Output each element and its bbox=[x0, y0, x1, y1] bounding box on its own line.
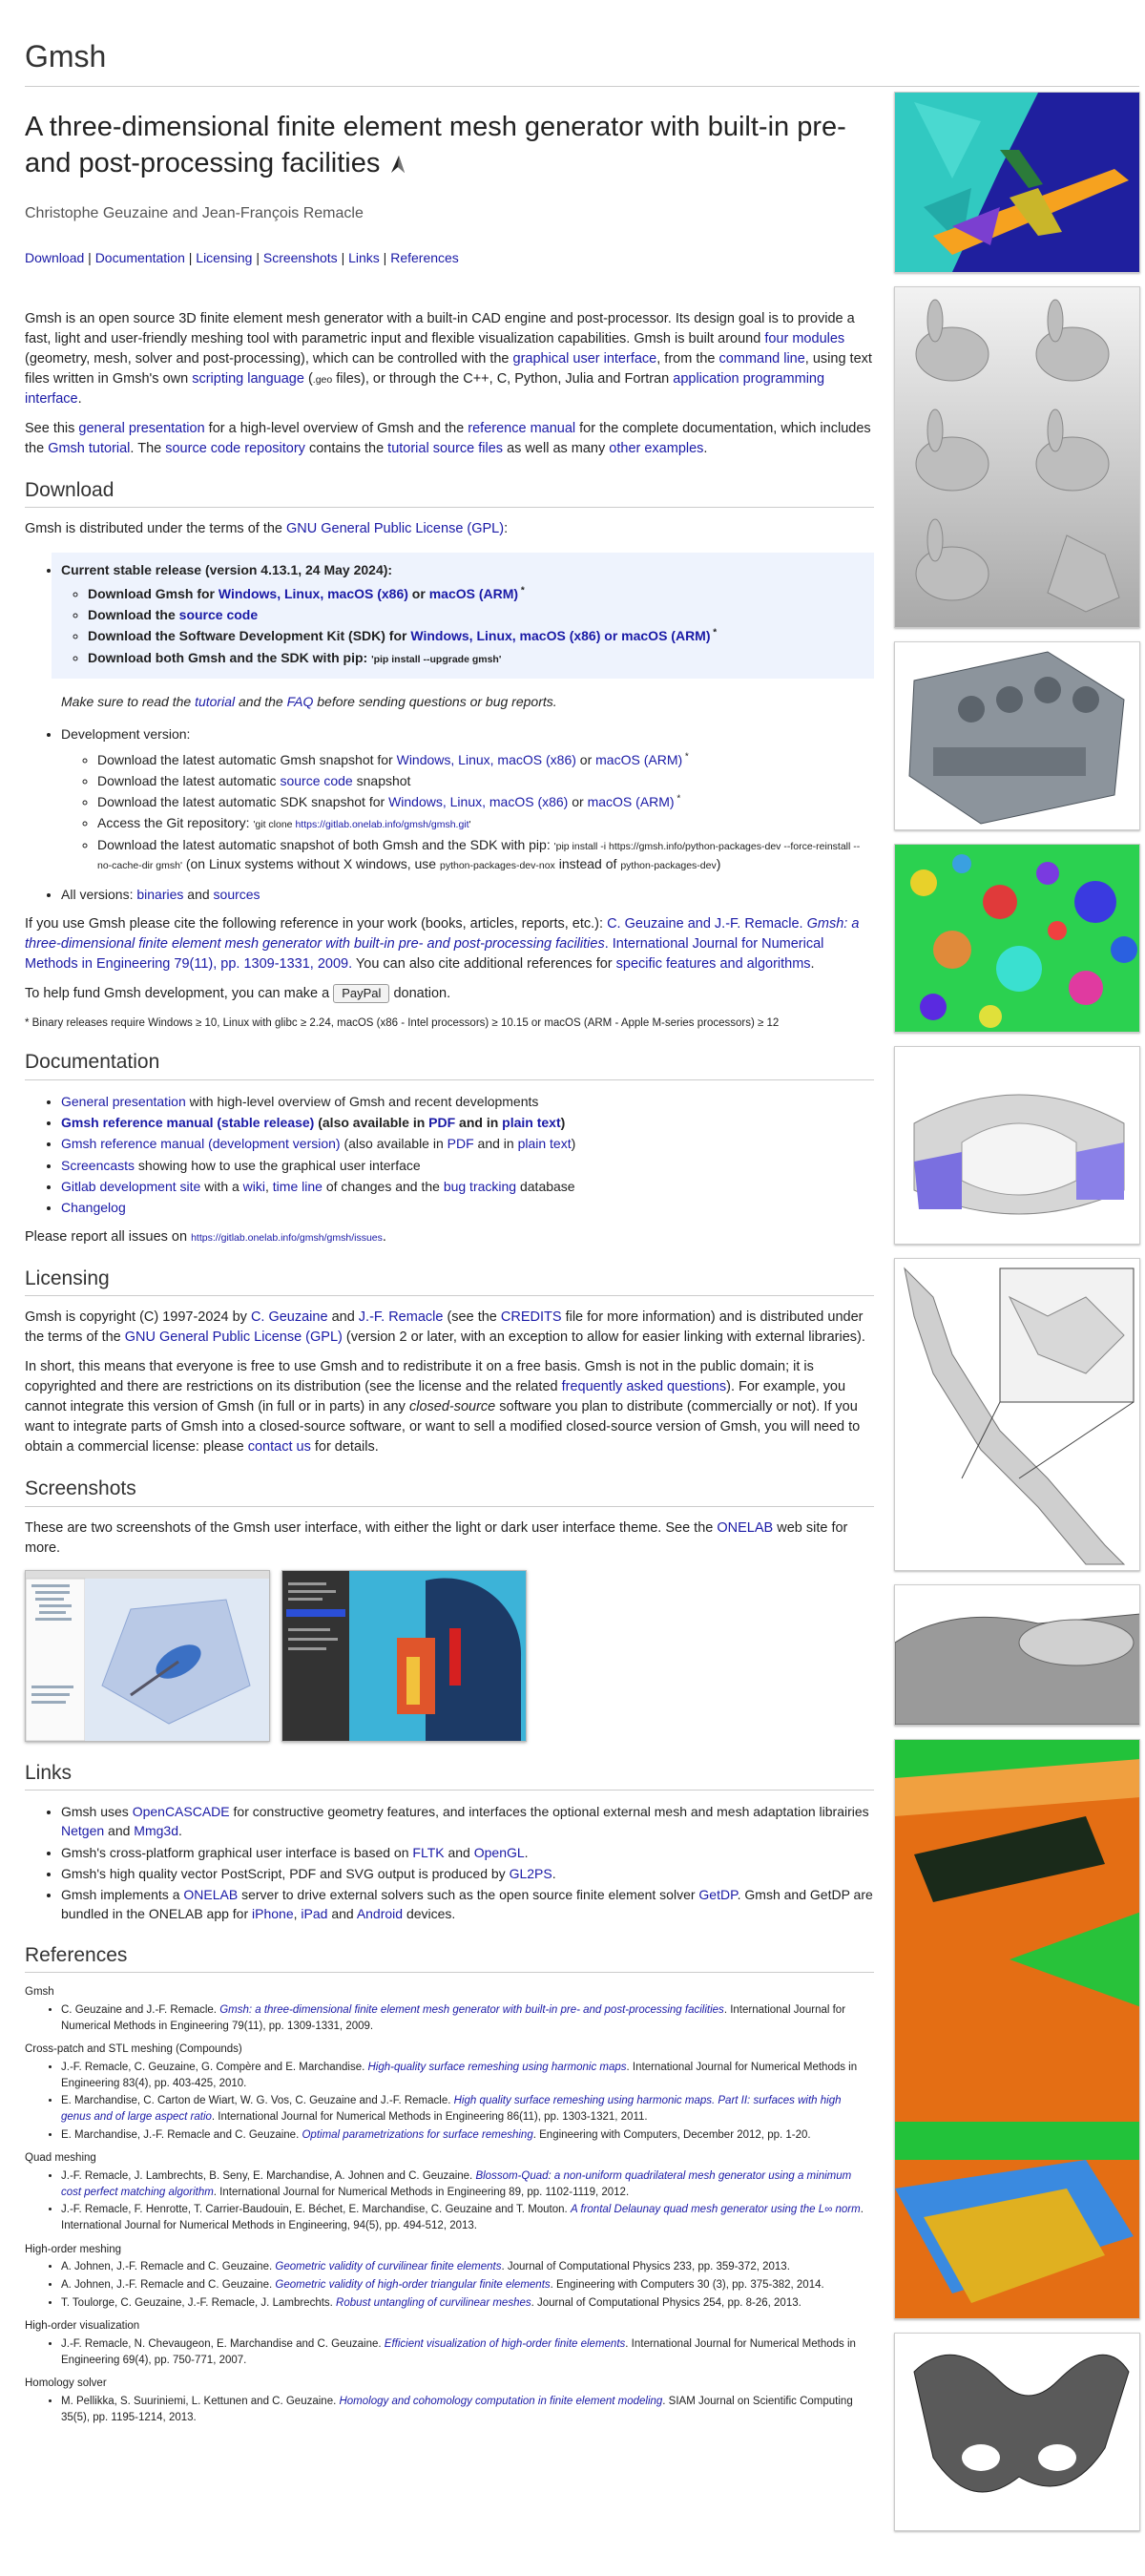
text: Download the latest automatic Gmsh snapshot for bbox=[97, 751, 397, 767]
reference-item bbox=[61, 2202, 874, 2233]
link[interactable]: graphical user interface bbox=[512, 350, 657, 367]
reference-items bbox=[25, 2168, 874, 2234]
link[interactable]: Netgen bbox=[61, 1823, 105, 1839]
text: J.-F. Remacle, N. Chevaugeon, E. Marchandise and C. Geuzaine. bbox=[61, 2337, 385, 2350]
list-item bbox=[97, 771, 874, 790]
text: Gmsh uses bbox=[61, 1804, 133, 1819]
link[interactable]: PDF bbox=[447, 1136, 474, 1152]
screenshots-heading: Screenshots bbox=[25, 1475, 874, 1506]
text: (on Linux systems without X windows, use bbox=[181, 855, 440, 871]
link[interactable]: reference manual bbox=[468, 420, 576, 436]
text: 'pip install --upgrade gmsh' bbox=[371, 653, 502, 665]
intro-docs-paragraph bbox=[25, 419, 874, 459]
text: . Engineering with Computers, December 2012, pp. 1-20. bbox=[532, 2128, 811, 2141]
link[interactable]: CREDITS bbox=[500, 1309, 562, 1325]
text: , using text files written in Gmsh's own bbox=[25, 350, 872, 387]
text: and bbox=[444, 1844, 474, 1860]
reference-item bbox=[61, 2002, 874, 2034]
text: Download the latest automatic SDK snapshot for bbox=[97, 794, 389, 810]
licensing-paragraph bbox=[25, 1308, 874, 1348]
text: C. Geuzaine and J.-F. Remacle. bbox=[61, 2003, 220, 2016]
text: with a bbox=[200, 1178, 243, 1194]
gmsh-logo-icon bbox=[387, 154, 408, 175]
text: python-packages-dev-nox bbox=[439, 859, 555, 871]
link[interactable]: ONELAB bbox=[183, 1887, 239, 1903]
reference-item bbox=[61, 2336, 874, 2368]
text: contains the bbox=[304, 440, 388, 456]
nav-separator: | bbox=[379, 249, 391, 265]
link[interactable]: C. Geuzaine and J.-F. Remacle. bbox=[607, 915, 807, 932]
screenshot-dark-theme[interactable] bbox=[281, 1570, 527, 1742]
documentation-list bbox=[25, 1092, 874, 1218]
text: . bbox=[524, 1844, 529, 1860]
text: . SIAM Journal on Scientific Computing 35(5), pp. 1195-1214, 2013. bbox=[61, 2396, 853, 2423]
link[interactable]: time line bbox=[272, 1178, 323, 1194]
link[interactable]: iPhone bbox=[252, 1906, 294, 1922]
list-item bbox=[61, 1843, 874, 1862]
list-item bbox=[61, 1885, 874, 1924]
text: Download the latest automatic bbox=[97, 772, 281, 788]
text: ) bbox=[571, 1136, 576, 1152]
text: These are two screenshots of the Gmsh user interface, with either the light or dark user interface theme. See the bbox=[25, 1519, 718, 1536]
link[interactable]: specific features and algorithms bbox=[615, 955, 811, 972]
text: . Journal of Computational Physics 254, pp. 8-26, 2013. bbox=[531, 2296, 802, 2309]
text: 'git clone bbox=[253, 819, 296, 831]
text: If you use Gmsh please cite the following reference in your work (books, articles, reports, etc.): bbox=[25, 915, 608, 932]
reference-items bbox=[25, 2394, 874, 2425]
nav-separator: | bbox=[84, 249, 95, 265]
text: and bbox=[327, 1906, 357, 1922]
orange-volume-mesh-image[interactable] bbox=[894, 1739, 1140, 2319]
reference-category: High-order visualization bbox=[25, 2320, 140, 2333]
link[interactable]: iPad bbox=[301, 1906, 328, 1922]
reference-item bbox=[61, 2093, 874, 2125]
text: and in bbox=[455, 1115, 503, 1131]
text: . bbox=[177, 1823, 182, 1839]
text: You can also cite additional references for bbox=[352, 955, 616, 972]
text: ) bbox=[560, 1115, 566, 1131]
list-item bbox=[88, 584, 864, 603]
link[interactable]: PDF bbox=[428, 1115, 456, 1131]
nav-link-download[interactable]: Download bbox=[25, 249, 85, 265]
site-title: Gmsh bbox=[25, 34, 1139, 87]
text: (geometry, mesh, solver and post-processing), which can be controlled with the bbox=[25, 350, 513, 367]
text: A. Johnen, J.-F. Remacle and C. Geuzaine. bbox=[61, 2261, 276, 2273]
text: . International Journal for Numerical Methods in Engineering 86(11), pp. 1303-1321, 2011. bbox=[211, 2110, 648, 2123]
list-item bbox=[61, 1092, 874, 1111]
text: of changes and the bbox=[322, 1178, 444, 1194]
text: Download both Gmsh and the SDK with pip: bbox=[88, 649, 372, 665]
reference-item bbox=[61, 2168, 874, 2200]
text: ). For example, you cannot integrate this version of Gmsh (in full or in parts) in any bbox=[25, 1379, 846, 1415]
link[interactable]: command line bbox=[718, 350, 805, 367]
link[interactable]: Homology and cohomology computation in finite element modeling bbox=[339, 2396, 663, 2407]
reference-item bbox=[61, 2127, 874, 2144]
link[interactable]: ONELAB bbox=[717, 1519, 774, 1536]
text: * bbox=[710, 627, 718, 639]
text: software you plan to distribute (commercially or not). If you want to integrate parts of Gmsh into a closed-source software, or want to sell a modified closed-source version of Gmsh, you will need to obtain a commercial license: please bbox=[25, 1399, 861, 1456]
text: T. Toulorge, C. Geuzaine, J.-F. Remacle, J. Lambrechts. bbox=[61, 2296, 337, 2309]
text: file for more information) and is distributed under the terms of the bbox=[25, 1309, 864, 1345]
link[interactable]: GL2PS bbox=[509, 1865, 552, 1881]
license-intro bbox=[25, 519, 874, 539]
link[interactable]: general presentation bbox=[78, 420, 205, 436]
link[interactable]: GetDP bbox=[698, 1887, 738, 1903]
link[interactable]: scripting language bbox=[192, 370, 304, 387]
list-item bbox=[61, 1802, 874, 1841]
list-item bbox=[61, 1113, 874, 1132]
stable-release-links bbox=[61, 584, 864, 667]
stable-release-item bbox=[61, 553, 874, 711]
text: . bbox=[77, 390, 82, 407]
text: , bbox=[265, 1178, 273, 1194]
text: and bbox=[104, 1823, 135, 1839]
link[interactable]: Gmsh tutorial bbox=[48, 440, 131, 456]
list-item bbox=[88, 648, 864, 667]
list-item bbox=[61, 1156, 874, 1175]
text: ' bbox=[468, 819, 471, 831]
authors: Christophe Geuzaine and Jean-François Remacle bbox=[25, 205, 364, 222]
references-list bbox=[25, 1984, 874, 2425]
list-item bbox=[88, 605, 864, 624]
text: In short, this means that everyone is free to use Gmsh and to redistribute it on a free basis. Gmsh is not in the public domain; it is copyrighted and there are restrictions on its distribution (see the license and the related bbox=[25, 1359, 814, 1395]
link[interactable]: four modules bbox=[764, 330, 845, 346]
reference-category: High-order meshing bbox=[25, 2243, 121, 2255]
text: . International Journal for Numerical Methods in Engineering 83(4), pp. 403-425, 2010. bbox=[61, 2061, 858, 2089]
reference-category: Quad meshing bbox=[25, 2152, 96, 2165]
text: Gmsh is copyright (C) 1997-2024 by bbox=[25, 1309, 251, 1325]
text: (also available in bbox=[340, 1136, 448, 1152]
nav-separator: | bbox=[252, 249, 263, 265]
text: * bbox=[674, 793, 681, 805]
text: for constructive geometry features, and interfaces the optional external mesh and mesh adaptation librairies bbox=[229, 1804, 869, 1819]
reference-category: Gmsh bbox=[25, 1986, 54, 1999]
text: E. Marchandise, J.-F. Remacle and C. Geuzaine. bbox=[61, 2128, 302, 2141]
text: and in bbox=[473, 1136, 518, 1152]
link[interactable]: source code bbox=[280, 772, 353, 788]
dev-version-item bbox=[61, 724, 874, 873]
dev-version-title: Development version: bbox=[61, 726, 191, 743]
text: for details. bbox=[310, 1439, 379, 1456]
text: or bbox=[568, 794, 588, 810]
link[interactable]: Changelog bbox=[61, 1200, 126, 1216]
link[interactable]: bug tracking bbox=[443, 1178, 517, 1194]
text: Gmsh's cross-platform graphical user interface is based on bbox=[61, 1844, 413, 1860]
link[interactable]: other examples bbox=[609, 440, 704, 456]
text: Access the Git repository: bbox=[97, 815, 254, 831]
text: and the bbox=[235, 693, 287, 709]
vehicle-surface-mesh-image[interactable] bbox=[894, 1584, 1140, 1726]
read-tutorial-note bbox=[61, 692, 874, 711]
link[interactable]: Android bbox=[356, 1906, 404, 1922]
text: , bbox=[293, 1906, 302, 1922]
text: devices. bbox=[403, 1906, 456, 1922]
screenshots-paragraph bbox=[25, 1518, 874, 1559]
text: closed-source bbox=[408, 1399, 496, 1415]
text: Gmsh implements a bbox=[61, 1887, 184, 1903]
text: J.-F. Remacle, J. Lambrechts, B. Seny, E. Marchandise, A. Johnen and C. Geuzaine. bbox=[61, 2169, 476, 2182]
text: Gmsh's high quality vector PostScript, PDF and SVG output is produced by bbox=[61, 1865, 510, 1881]
text: for the complete documentation, which includes the bbox=[25, 420, 871, 456]
text: . International Journal for Numerical Methods in Engineering 89, pp. 1102-1119, 2012. bbox=[213, 2186, 630, 2198]
link[interactable]: General presentation bbox=[61, 1093, 186, 1109]
main-content bbox=[25, 100, 874, 2431]
list-item bbox=[61, 1864, 874, 1883]
link[interactable]: Geometric validity of curvilinear finite elements bbox=[275, 2261, 502, 2273]
link[interactable]: Windows, Linux, macOS (x86) bbox=[388, 794, 569, 810]
nav-link-documentation[interactable]: Documentation bbox=[94, 249, 185, 265]
nav-separator: | bbox=[337, 249, 349, 265]
text: M. Pellikka, S. Suuriniemi, L. Kettunen and C. Geuzaine. bbox=[61, 2396, 340, 2407]
pelvis-mesh-image[interactable] bbox=[894, 2333, 1140, 2531]
link[interactable]: Windows, Linux, macOS (x86) bbox=[218, 585, 408, 601]
text: server to drive external solvers such as the open source finite element solver bbox=[238, 1887, 699, 1903]
link[interactable]: Mmg3d bbox=[134, 1823, 178, 1839]
link[interactable]: OpenCASCADE bbox=[132, 1804, 230, 1819]
stable-release-box bbox=[52, 553, 874, 678]
link[interactable]: Gmsh reference manual (stable release) bbox=[61, 1115, 315, 1131]
list-item bbox=[61, 1177, 874, 1196]
text: snapshot bbox=[352, 772, 411, 788]
text: ) bbox=[716, 855, 721, 871]
link[interactable]: Windows, Linux, macOS (x86) bbox=[396, 751, 576, 767]
dev-version-links bbox=[61, 750, 874, 874]
text: . International Journal for Numerical Methods in Engineering 79(11), pp. 1309-1331, 2009. bbox=[61, 2003, 846, 2032]
text: A. Johnen, J.-F. Remacle and C. Geuzaine. bbox=[61, 2278, 276, 2291]
reference-item bbox=[61, 2277, 874, 2293]
licensing-heading: Licensing bbox=[25, 1265, 874, 1296]
text: Download Gmsh for bbox=[88, 585, 219, 601]
stable-release-title: Current stable release (version 4.13.1, 24 May 2024): bbox=[61, 562, 393, 578]
text: J.-F. Remacle, F. Henrotte, T. Carrier-Baudouin, E. Béchet, E. Marchandise, C. Geuzaine and T. Mouton. bbox=[61, 2204, 571, 2216]
all-versions-item bbox=[61, 885, 874, 904]
link[interactable]: FAQ bbox=[286, 693, 314, 709]
text: and bbox=[327, 1309, 359, 1325]
reference-item bbox=[61, 2060, 874, 2091]
reference-items bbox=[25, 2002, 874, 2034]
text: . bbox=[552, 1865, 556, 1881]
list-item bbox=[97, 813, 874, 832]
link[interactable]: Gmsh: a three-dimensional finite element mesh generator with built-in pre- and post-processing facilities bbox=[25, 915, 860, 952]
text: database bbox=[516, 1178, 575, 1194]
list-item bbox=[97, 750, 874, 769]
text: Download the Software Development Kit (SDK) for bbox=[88, 628, 411, 644]
text: (version 2 or later, with an exception to allow for easier linking with external libraries). bbox=[342, 1330, 865, 1345]
nav-link-screenshots[interactable]: Screenshots bbox=[262, 249, 338, 265]
link[interactable]: macOS (ARM) bbox=[595, 751, 683, 767]
intro-paragraph bbox=[25, 309, 874, 409]
link[interactable]: Screencasts bbox=[61, 1157, 135, 1173]
link[interactable]: sources bbox=[213, 887, 260, 903]
citation-paragraph bbox=[25, 914, 874, 974]
text: Download the bbox=[88, 607, 179, 623]
text: . bbox=[382, 1228, 386, 1245]
link[interactable]: plain text bbox=[502, 1115, 561, 1131]
paypal-button[interactable]: PayPal bbox=[333, 984, 389, 1004]
reference-items bbox=[25, 2336, 874, 2368]
nav-separator: | bbox=[184, 249, 197, 265]
text: Please report all issues on bbox=[25, 1228, 192, 1245]
bunny-meshes-image[interactable] bbox=[894, 286, 1140, 628]
text: files), or through the C++, C, Python, Julia and Fortran bbox=[332, 370, 674, 387]
text: All versions: bbox=[61, 887, 137, 903]
link[interactable]: Blossom-Quad: a non-uniform quadrilateral mesh generator using a minimum cost perfect matching algorithm bbox=[61, 2169, 852, 2198]
binary-footnote: * Binary releases require Windows ≥ 10, Linux with glibc ≥ 2.24, macOS (x86 - Intel processors) ≥ 10.15 or macOS (ARM - Apple M-series processors) ≥ 12 bbox=[25, 1016, 780, 1029]
link[interactable]: plain text bbox=[517, 1136, 572, 1152]
text: web site for more. bbox=[25, 1519, 848, 1556]
text: or bbox=[407, 585, 429, 601]
text: 'pip install -i https://gmsh.info/python-packages-dev --force-reinstall --no-cache-dir gmsh' bbox=[97, 840, 861, 871]
text: (also available in bbox=[314, 1115, 429, 1131]
text: . Gmsh and GetDP are bundled in the ONELAB app for bbox=[61, 1887, 873, 1922]
text: , from the bbox=[656, 350, 719, 367]
screenshot-gallery bbox=[25, 1570, 874, 1742]
report-issues bbox=[25, 1227, 874, 1247]
link[interactable]: A frontal Delaunay quad mesh generator using the L∞ norm bbox=[570, 2204, 861, 2216]
link[interactable]: Windows, Linux, macOS (x86) or macOS (ARM) bbox=[410, 628, 711, 644]
link[interactable]: GNU General Public License (GPL) bbox=[124, 1330, 343, 1345]
text: * bbox=[682, 750, 689, 762]
text: : bbox=[504, 521, 509, 537]
link[interactable]: J.-F. Remacle bbox=[358, 1309, 444, 1325]
spheres-image[interactable] bbox=[894, 844, 1140, 1033]
text: instead of bbox=[554, 855, 621, 871]
download-heading: Download bbox=[25, 476, 874, 508]
reference-item bbox=[61, 2394, 874, 2425]
link[interactable]: contact us bbox=[247, 1439, 311, 1456]
link[interactable]: GNU General Public License (GPL) bbox=[286, 521, 505, 537]
link[interactable]: wiki bbox=[242, 1178, 266, 1194]
nav-link-licensing[interactable]: Licensing bbox=[196, 249, 253, 265]
list-item bbox=[61, 1134, 874, 1153]
text: as well as many bbox=[503, 440, 610, 456]
licensing-details bbox=[25, 1357, 874, 1457]
screenshot-light-theme[interactable] bbox=[25, 1570, 270, 1742]
section-nav bbox=[25, 248, 874, 267]
reference-item bbox=[61, 2295, 874, 2312]
text: .geo bbox=[312, 373, 333, 386]
link[interactable]: . International Journal for Numerical Methods in Engineering 79(11), pp. 1309-1331, 2009. bbox=[25, 935, 824, 972]
text: (see the bbox=[443, 1309, 501, 1325]
text: for a high-level overview of Gmsh and the bbox=[204, 420, 468, 436]
link[interactable]: source code bbox=[178, 607, 259, 623]
list-item bbox=[97, 835, 874, 874]
link[interactable]: tutorial source files bbox=[387, 440, 504, 456]
reference-category: Cross-patch and STL meshing (Compounds) bbox=[25, 2043, 242, 2056]
page-headline: A three-dimensional finite element mesh generator with built-in pre- and post-processing facilities bbox=[25, 112, 846, 178]
link[interactable]: https://gitlab.onelab.info/gmsh/gmsh.git bbox=[295, 819, 469, 831]
reference-items bbox=[25, 2259, 874, 2311]
nav-link-links[interactable]: Links bbox=[348, 249, 380, 265]
link[interactable]: source code repository bbox=[165, 440, 305, 456]
text: . Journal of Computational Physics 233, pp. 359-372, 2013. bbox=[501, 2261, 790, 2273]
link[interactable]: High quality surface remeshing using harmonic maps. Part II: surfaces with high genus and of large aspect ratio bbox=[61, 2095, 842, 2123]
list-item bbox=[88, 626, 864, 645]
text: showing how to use the graphical user interface bbox=[135, 1157, 421, 1173]
references-heading: References bbox=[25, 1941, 874, 1973]
link[interactable]: macOS (ARM) bbox=[428, 585, 519, 601]
text: . The bbox=[130, 440, 166, 456]
link[interactable]: Robust untangling of curvilinear meshes bbox=[336, 2296, 531, 2309]
text: . bbox=[810, 955, 815, 972]
text: . International Journal for Numerical Methods in Engineering 69(4), pp. 750-771, 2007. bbox=[61, 2337, 856, 2366]
list-item bbox=[61, 1198, 874, 1217]
cutaway-mesh-image[interactable] bbox=[894, 1046, 1140, 1245]
link[interactable]: C. Geuzaine bbox=[250, 1309, 328, 1325]
list-item bbox=[97, 792, 874, 811]
text: See this bbox=[25, 420, 79, 436]
reference-category: Homology solver bbox=[25, 2377, 107, 2390]
image-sidebar bbox=[894, 92, 1140, 2545]
links-list bbox=[25, 1802, 874, 1924]
reference-item bbox=[61, 2259, 874, 2275]
link[interactable]: Gmsh: a three-dimensional finite element mesh generator with built-in pre- and post-processing facilities bbox=[219, 2003, 724, 2016]
coastline-mesh-image[interactable] bbox=[894, 1258, 1140, 1571]
text: Download the latest automatic snapshot of both Gmsh and the SDK with pip: bbox=[97, 836, 554, 852]
text: python-packages-dev bbox=[620, 859, 717, 871]
text: . bbox=[703, 440, 708, 456]
link[interactable]: High-quality surface remeshing using harmonic maps bbox=[367, 2061, 627, 2073]
engine-block-image[interactable] bbox=[894, 641, 1140, 830]
link[interactable]: Gmsh reference manual (development version) bbox=[61, 1136, 341, 1152]
funding-paragraph: To help fund Gmsh development, you can make a PayPal donation. bbox=[25, 984, 874, 1004]
documentation-heading: Documentation bbox=[25, 1048, 874, 1079]
link[interactable]: Geometric validity of high-order triangular finite elements bbox=[275, 2278, 551, 2291]
link[interactable]: Optimal parametrizations for surface remeshing bbox=[302, 2128, 533, 2141]
text: E. Marchandise, C. Carton de Wiart, W. G. Vos, C. Geuzaine and J.-F. Remacle. bbox=[61, 2095, 454, 2107]
link[interactable]: Efficient visualization of high-order finite elements bbox=[384, 2337, 626, 2350]
reference-items bbox=[25, 2060, 874, 2143]
text: . International Journal for Numerical Methods in Engineering, 94(5), pp. 494-512, 2013. bbox=[61, 2204, 864, 2231]
text: and bbox=[183, 887, 214, 903]
text: * bbox=[518, 585, 525, 597]
text: Gmsh is distributed under the terms of the bbox=[25, 521, 287, 537]
text: ( bbox=[303, 370, 313, 387]
text: . Engineering with Computers 30 (3), pp. 375-382, 2014. bbox=[550, 2278, 824, 2291]
text: Gmsh is an open source 3D finite element mesh generator with a built-in CAD engine and post-processor. Its design goal is to provide a fast, light and user-friendly meshing tool with parametric input and flexible visualization capabilities. Gmsh is built around bbox=[25, 310, 855, 346]
link[interactable]: https://gitlab.onelab.info/gmsh/gmsh/issues bbox=[191, 1231, 383, 1244]
link[interactable]: frequently asked questions bbox=[561, 1379, 727, 1395]
link[interactable]: OpenGL bbox=[473, 1844, 525, 1860]
link[interactable]: application programming interface bbox=[25, 370, 825, 407]
link[interactable]: macOS (ARM) bbox=[587, 794, 675, 810]
links-heading: Links bbox=[25, 1759, 874, 1791]
text: Make sure to read the bbox=[61, 693, 196, 709]
link[interactable]: binaries bbox=[136, 887, 184, 903]
link[interactable]: FLTK bbox=[412, 1844, 445, 1860]
download-list bbox=[25, 553, 874, 904]
airplane-mesh-image[interactable] bbox=[894, 92, 1140, 273]
text: before sending questions or bug reports. bbox=[313, 693, 557, 709]
link[interactable]: Gitlab development site bbox=[61, 1178, 201, 1194]
link[interactable]: tutorial bbox=[195, 693, 236, 709]
text: with high-level overview of Gmsh and recent developments bbox=[185, 1093, 539, 1109]
text: J.-F. Remacle, C. Geuzaine, G. Compère and E. Marchandise. bbox=[61, 2061, 368, 2073]
nav-link-references[interactable]: References bbox=[390, 249, 459, 265]
text: or bbox=[575, 751, 596, 767]
